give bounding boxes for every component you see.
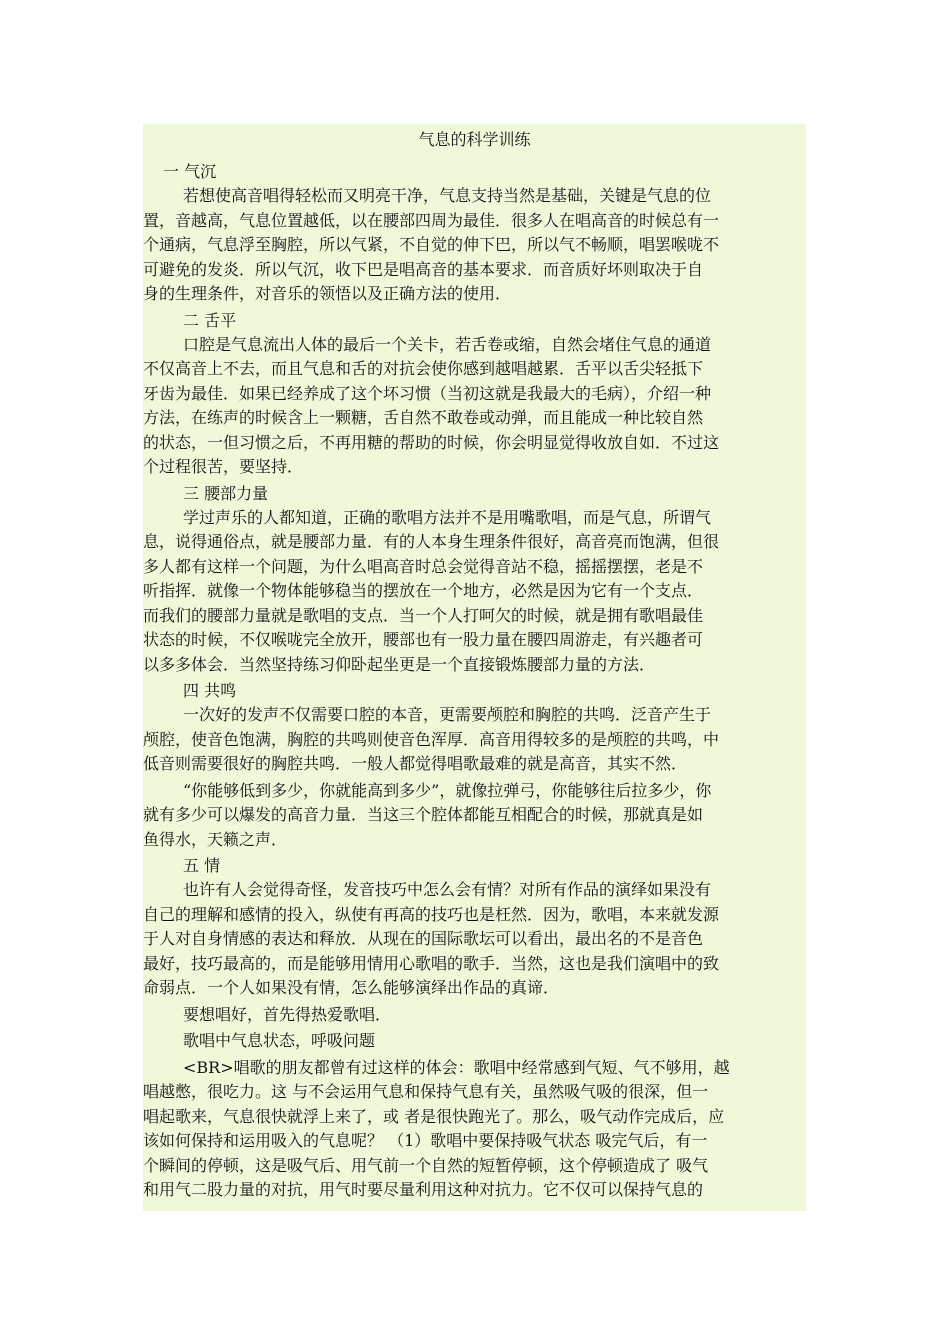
- closing-line: [143, 1003, 806, 1028]
- text-line: 息，说得通俗点，就是腰部力量．有的人本身生理条件很好，高音亮而饱满，但很: [143, 532, 720, 551]
- text-line: 以多多体会．当然坚持练习仰卧起坐更是一个直接锻炼腰部力量的方法．: [143, 654, 656, 674]
- paragraph: [143, 184, 806, 307]
- paragraph: [143, 878, 806, 1001]
- section-heading: 一 气沉: [163, 162, 217, 181]
- text-line: 个瞬间的停顿，这是吸气后、用气前一个自然的短暂停顿，这个停顿造成了 吸气: [143, 1155, 709, 1175]
- document-title: 气息的科学训练: [418, 130, 531, 149]
- section-breathing: [143, 1056, 806, 1203]
- text-line: 可避免的发炎．所以气沉，收下巴是唱高音的基本要求．而音质好坏则取决于自: [143, 259, 704, 279]
- text-line: 个通病，气息浮至胸腔，所以气紧，不自觉的伸下巴，所以气不畅顺，唱罢喉咙不: [143, 235, 720, 254]
- paragraph: [143, 506, 806, 678]
- text-line: 要想唱好，首先得热爱歌唱．: [183, 1004, 392, 1024]
- text-line: 不仅高音上不去，而且气息和舌的对抗会使你感到越唱越累．舌平以舌尖轻抵下: [143, 359, 704, 378]
- text-line: 于人对自身情感的表达和释放．从现在的国际歌坛可以看出，最出名的不是音色: [143, 929, 704, 948]
- text-line: 一次好的发声不仅需要口腔的本音，更需要颅腔和胸腔的共鸣．泛音产生于: [183, 705, 712, 724]
- text-line: <BR>唱歌的朋友都曾有过这样的体会：歌唱中经常感到气短、气不够用，越: [183, 1057, 730, 1077]
- text-line: 也许有人会觉得奇怪，发音技巧中怎么会有情？对所有作品的演绎如果没有: [183, 880, 712, 899]
- text-line: 颅腔，使音色饱满，胸腔的共鸣则使音色浑厚．高音用得较多的是颅腔的共鸣，中: [143, 729, 720, 749]
- paragraph: [143, 703, 806, 777]
- text-line: 学过声乐的人都知道，正确的歌唱方法并不是用嘴歌唱，而是气息，所谓气: [183, 507, 712, 527]
- section-shoping: [143, 309, 806, 480]
- document-body: [143, 124, 806, 1211]
- section-gongming: [143, 679, 806, 777]
- subheading-breathing: [143, 1029, 806, 1054]
- text-line: 牙齿为最佳．如果已经养成了这个坏习惯（当初这就是我最大的毛病），介绍一种: [143, 383, 712, 403]
- section-heading: 三 腰部力量: [183, 483, 269, 503]
- section-heading: 二 舌平: [183, 310, 237, 330]
- text-line: 听指挥．就像一个物体能够稳当的摆放在一个地方，必然是因为它有一个支点．: [143, 581, 704, 600]
- text-line: 个过程很苦，要坚持．: [143, 457, 304, 476]
- text-line: 方法，在练声的时候含上一颗糖，舌自然不敢卷或动弹，而且能成一种比较自然: [143, 408, 704, 427]
- text-line: 状态的时候，不仅喉咙完全放开，腰部也有一股力量在腰四周游走，有兴趣者可: [143, 630, 704, 649]
- text-line: 而我们的腰部力量就是歌唱的支点．当一个人打呵欠的时候，就是拥有歌唱最佳: [143, 605, 704, 625]
- text-line: 口腔是气息流出人体的最后一个关卡，若舌卷或缩，自然会堵住气息的通道: [183, 334, 712, 354]
- text-line: 自己的理解和感情的投入，纵使有再高的技巧也是枉然．因为，歌唱，本来就发源: [143, 904, 720, 924]
- section-heading: 四 共鸣: [183, 681, 237, 700]
- section-gongming-quote: [143, 779, 806, 853]
- text-line: 和用气二股力量的对抗，用气时要尽量利用这种对抗力。它不仅可以保持气息的: [143, 1180, 704, 1199]
- text-line: 最好，技巧最高的，而是能够用情用心歌唱的歌手．当然，这也是我们演唱中的致: [143, 953, 720, 973]
- paragraph: [143, 1029, 806, 1054]
- section-qichen: [143, 160, 806, 307]
- text-line: 唱起歌来，气息很快就浮上来了，或 者是很快跑光了。那么，吸气动作完成后，应: [143, 1106, 725, 1126]
- text-line: “你能够低到多少，你就能高到多少”，就像拉弹弓，你能够往后拉多少，你: [183, 780, 712, 800]
- section-qing: [143, 854, 806, 1001]
- text-line: 命弱点．一个人如果没有情，怎么能够演绎出作品的真谛．: [143, 978, 560, 997]
- section-heading: 五 情: [183, 856, 221, 875]
- section-yaobu: [143, 482, 806, 678]
- text-line: 多人都有这样一个问题，为什么唱高音时总会觉得音站不稳，摇摇摆摆，老是不: [143, 556, 704, 576]
- text-line: 的状态，一但习惯之后，不再用糖的帮助的时候，你会明显觉得收放自如．不过这: [143, 432, 720, 452]
- text-line: 置，音越高，气息位置越低，以在腰部四周为最佳．很多人在唱高音的时候总有一: [143, 210, 720, 230]
- text-line: 身的生理条件，对音乐的领悟以及正确方法的使用．: [143, 284, 512, 303]
- text-line: 鱼得水，天籁之声．: [143, 829, 288, 849]
- text-line: 歌唱中气息状态，呼吸问题: [183, 1031, 376, 1050]
- paragraph: [143, 333, 806, 480]
- paragraph: [143, 779, 806, 853]
- text-line: 就有多少可以爆发的高音力量．当这三个腔体都能互相配合的时候，那就真是如: [143, 805, 704, 824]
- text-line: 该如何保持和运用吸入的气息呢？ （1）歌唱中要保持吸气状态 吸完气后，有一: [143, 1131, 708, 1150]
- paragraph: [143, 1003, 806, 1028]
- text-line: 若想使高音唱得轻松而又明亮干净，气息支持当然是基础，关键是气息的位: [183, 186, 712, 205]
- text-line: 唱越憋，很吃力。这 与不会运用气息和保持气息有关，虽然吸气吸的很深，但一: [143, 1082, 709, 1101]
- text-line: 低音则需要很好的胸腔共鸣．一般人都觉得唱歌最难的就是高音，其实不然．: [143, 754, 688, 773]
- paragraph: [143, 1056, 806, 1203]
